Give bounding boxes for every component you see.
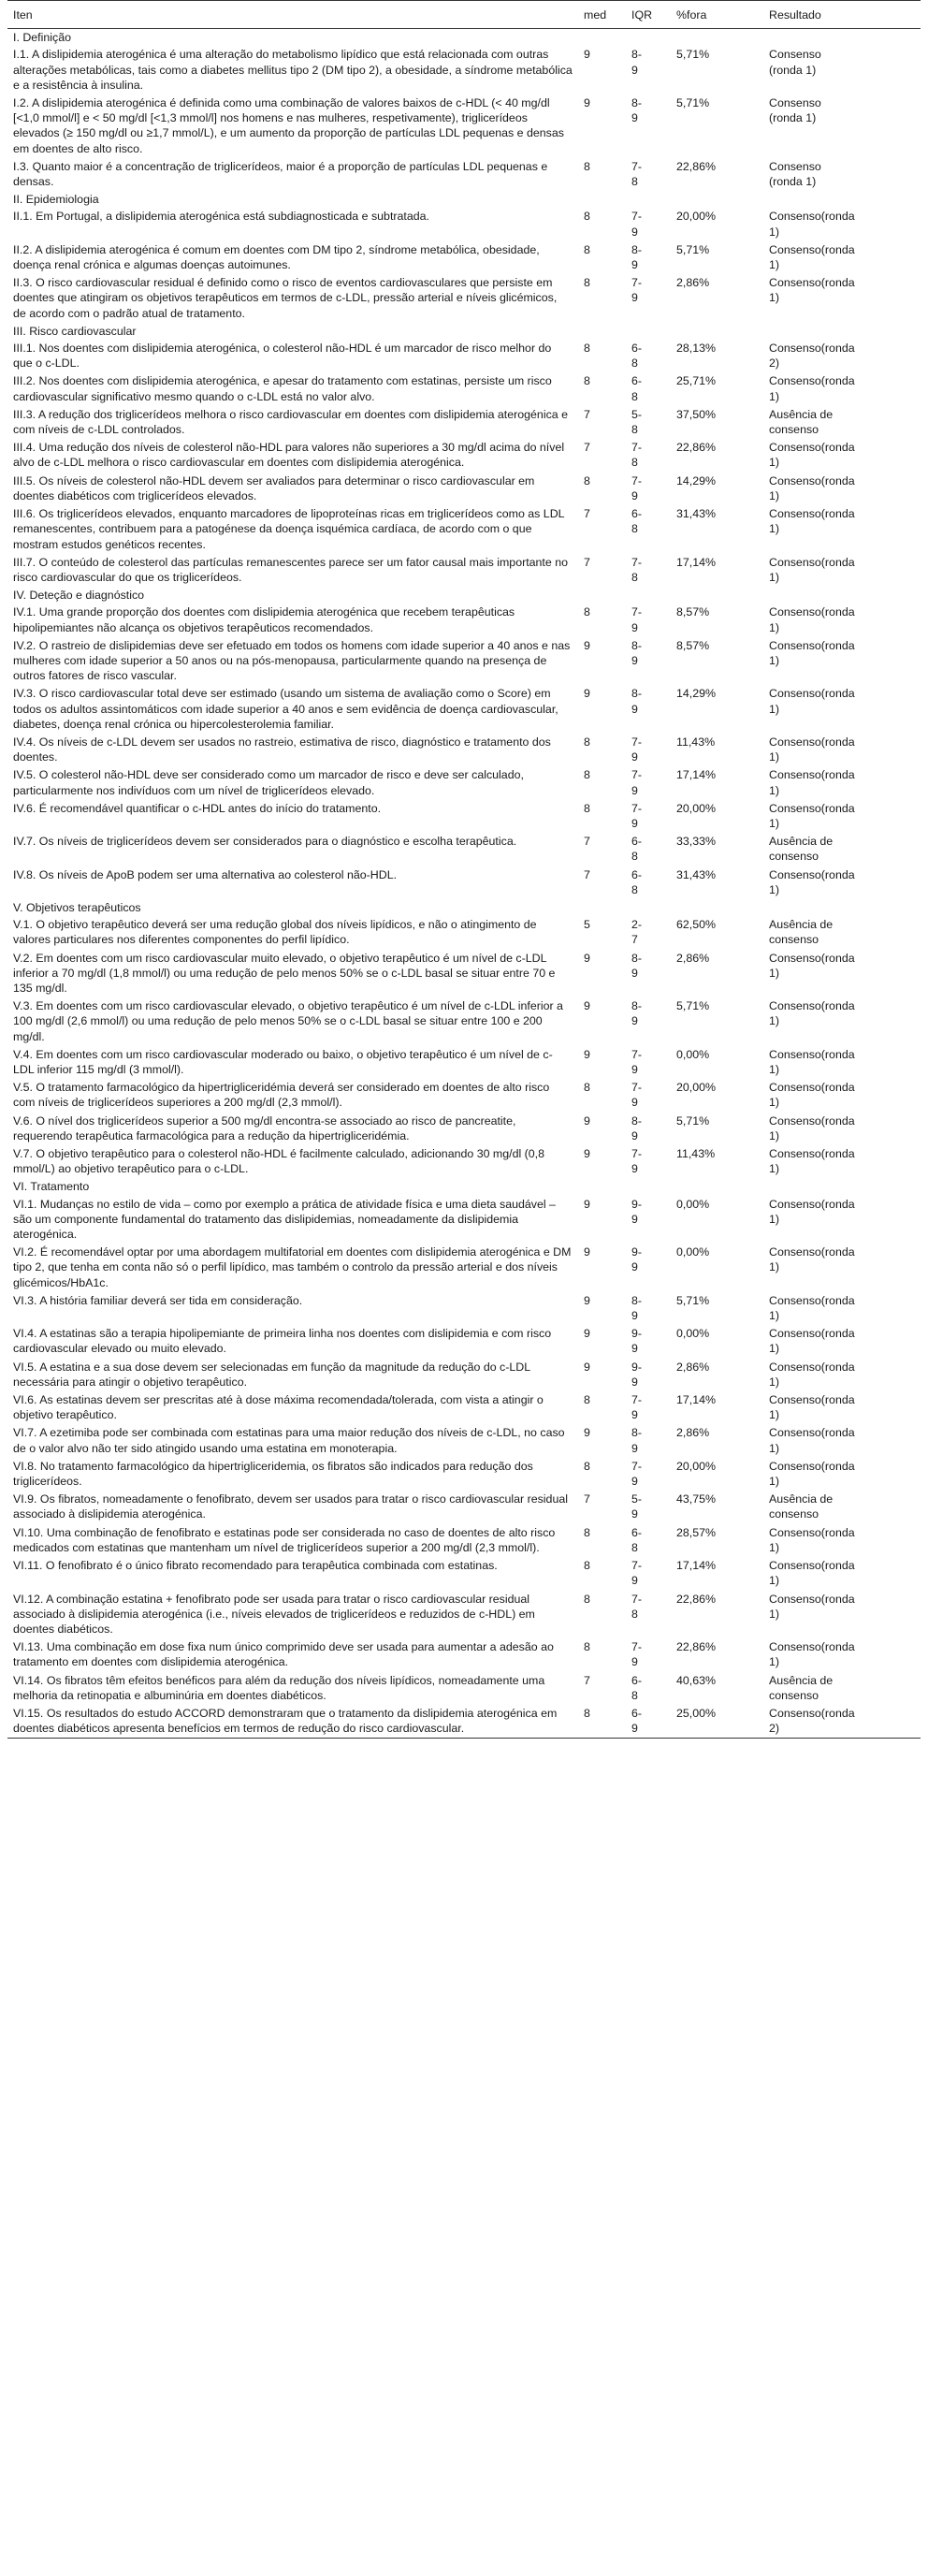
result-value: Consenso(ronda 1) (769, 1459, 855, 1489)
table-row (7, 1458, 921, 1491)
percent-outside-value: 0,00% (676, 1047, 710, 1061)
median-value: 8 (584, 1081, 590, 1095)
percent-outside-value: 31,43% (676, 507, 717, 521)
result-value: Consenso(ronda 1) (769, 687, 855, 716)
median-value: 5 (584, 918, 590, 932)
percent-outside-value: 2,86% (676, 1360, 710, 1374)
result-value: Ausência de consenso (769, 918, 834, 947)
median-value: 7 (584, 1492, 590, 1506)
median-value: 9 (584, 638, 590, 652)
iqr-value: 5- 9 (631, 1492, 643, 1521)
result-value: Consenso(ronda 1) (769, 735, 855, 764)
result-value: Consenso(ronda 1) (769, 473, 855, 502)
percent-outside-value: 5,71% (676, 96, 710, 110)
iqr-value: 7- 9 (631, 210, 643, 239)
iqr-value: 5- 8 (631, 407, 643, 437)
percent-outside-value: 28,57% (676, 1525, 717, 1539)
iqr-value: 7- 9 (631, 473, 643, 502)
iqr-value: 8- 9 (631, 1293, 643, 1323)
result-value: Consenso(ronda 1) (769, 768, 855, 797)
iqr-value: 6- 8 (631, 1673, 643, 1702)
item-text: IV.7. Os níveis de triglicerídeos devem ser considerados para o diagnóstico e escolha terapêutica. (13, 835, 517, 849)
item-text: V.6. O nível dos triglicerídeos superior a 500 mg/dl encontra-se associado ao risco de pancreatite, requerendo terapêutica farmacológica para a redução da hipertrigliceridémia. (13, 1113, 516, 1142)
table-row (7, 1079, 921, 1112)
section-title: II. Epidemiologia (13, 193, 99, 207)
table-body (7, 29, 921, 1739)
median-value: 7 (584, 835, 590, 849)
median-value: 8 (584, 1706, 590, 1720)
iqr-value: 2- 7 (631, 918, 643, 947)
section-title: VI. Tratamento (13, 1180, 90, 1194)
percent-outside-value: 0,00% (676, 1197, 710, 1211)
iqr-value: 7- 9 (631, 1047, 643, 1076)
percent-outside-value: 5,71% (676, 999, 710, 1013)
result-value: Consenso(ronda 1) (769, 867, 855, 896)
item-text: VI.4. A estatinas são a terapia hipolipemiante de primeira linha nos doentes com dislipidemia e com risco cardiovascular elevado ou muito elevado. (13, 1327, 552, 1356)
iqr-value: 8- 9 (631, 48, 643, 77)
percent-outside-value: 28,13% (676, 342, 717, 356)
table-row (7, 916, 921, 949)
percent-outside-value: 17,14% (676, 555, 717, 569)
table-row (7, 340, 921, 372)
iqr-value: 6- 8 (631, 867, 643, 896)
result-value: Consenso(ronda 1) (769, 1293, 855, 1323)
median-value: 8 (584, 605, 590, 619)
percent-outside-value: 22,86% (676, 1640, 717, 1654)
median-value: 9 (584, 1047, 590, 1061)
item-text: VI.15. Os resultados do estudo ACCORD demonstraram que o tratamento da dislipidemia aterogénica em doentes diabéticos apresenta benefícios em termos de redução do risco cardiovascular. (13, 1706, 558, 1736)
median-value: 8 (584, 210, 590, 224)
table-row (7, 208, 921, 240)
iqr-value: 7- 9 (631, 1559, 643, 1588)
percent-outside-value: 22,86% (676, 1592, 717, 1606)
item-text: VI.2. É recomendável optar por uma abordagem multifatorial em doentes com dislipidemia aterogénica e DM tipo 2, que tenha em conta não só o perfil lipídico, mas também o controlo da pressão arterial e dos níveis glicémicos/HbA1c. (13, 1245, 572, 1289)
table-row (7, 473, 921, 505)
percent-outside-value: 14,29% (676, 687, 717, 701)
median-value: 8 (584, 242, 590, 256)
section-row (7, 899, 921, 916)
percent-outside-value: 22,86% (676, 159, 717, 173)
iqr-value: 7- 9 (631, 1393, 643, 1422)
iqr-value: 8- 9 (631, 687, 643, 716)
percent-outside-value: 5,71% (676, 242, 710, 256)
item-text: IV.2. O rastreio de dislipidemias deve ser efetuado em todos os homens com idade superior a 40 anos e nas mulheres com idade superior a 50 anos ou na pós-menopausa, particularmente quando na presença de outros fatores de risco vascular. (13, 638, 571, 683)
result-value: Consenso(ronda 1) (769, 1197, 855, 1226)
median-value: 9 (584, 951, 590, 965)
item-text: V.5. O tratamento farmacológico da hipertrigliceridémia deverá ser considerado em doentes de alto risco com níveis de triglicerídeos superiores a 200 mg/dl (2,3 mmol/l). (13, 1081, 550, 1110)
result-value: Consenso(ronda 1) (769, 1245, 855, 1274)
item-text: V.2. Em doentes com um risco cardiovascular muito elevado, o objetivo terapêutico é um nível de c-LDL inferior a 70 mg/dl (1,8 mmol/l) ou uma redução de pelo menos 50% se o c-LDL basal se situar entre 70 e 135 mg/dl. (13, 951, 556, 995)
result-value: Consenso(ronda 1) (769, 1393, 855, 1422)
table-row (7, 1557, 921, 1590)
median-value: 8 (584, 1525, 590, 1539)
median-value: 8 (584, 374, 590, 388)
item-text: V.3. Em doentes com um risco cardiovascular elevado, o objetivo terapêutico é um nível de c-LDL inferior a 100 mg/dl (2,6 mmol/l) ou uma redução de pelo menos 50% se o c-LDL basal se situar entre 100 e 200 mg/dl. (13, 999, 563, 1043)
percent-outside-value: 0,00% (676, 1245, 710, 1259)
result-value: Consenso (ronda 1) (769, 48, 821, 77)
median-value: 9 (584, 999, 590, 1013)
median-value: 8 (584, 801, 590, 815)
median-value: 7 (584, 407, 590, 421)
header-item: Iten (7, 1, 578, 29)
iqr-value: 9- 9 (631, 1327, 643, 1356)
table-row (7, 505, 921, 554)
result-value: Consenso(ronda 1) (769, 801, 855, 830)
item-text: V.4. Em doentes com um risco cardiovascular moderado ou baixo, o objetivo terapêutico é um nível de c-LDL inferior 115 mg/dl (3 mmol/l). (13, 1047, 553, 1076)
table-row (7, 637, 921, 686)
percent-outside-value: 22,86% (676, 441, 717, 455)
iqr-value: 9- 9 (631, 1360, 643, 1389)
result-value: Consenso(ronda 1) (769, 1426, 855, 1455)
iqr-value: 7- 8 (631, 1592, 643, 1621)
item-text: VI.9. Os fibratos, nomeadamente o fenofibrato, devem ser usados para tratar o risco cardiovascular residual associado à dislipidemia aterogénica. (13, 1492, 568, 1521)
table-row (7, 439, 921, 472)
table-row (7, 1524, 921, 1557)
iqr-value: 8- 9 (631, 1113, 643, 1142)
percent-outside-value: 20,00% (676, 801, 717, 815)
table-row (7, 95, 921, 158)
iqr-value: 6- 9 (631, 1706, 643, 1736)
median-value: 9 (584, 96, 590, 110)
item-text: VI.1. Mudanças no estilo de vida – como por exemplo a prática de atividade física e uma dieta saudável – são um componente fundamental do tratamento das dislipidemias, nomeadamente da dislipidemia aterogénica. (13, 1197, 556, 1242)
percent-outside-value: 8,57% (676, 638, 710, 652)
median-value: 9 (584, 687, 590, 701)
table-row (7, 833, 921, 866)
table-row (7, 158, 921, 191)
section-row (7, 1178, 921, 1195)
iqr-value: 7- 9 (631, 801, 643, 830)
result-value: Consenso(ronda 1) (769, 242, 855, 272)
section-row (7, 587, 921, 604)
iqr-value: 6- 8 (631, 507, 643, 536)
result-value: Consenso(ronda 1) (769, 210, 855, 239)
percent-outside-value: 25,71% (676, 374, 717, 388)
percent-outside-value: 0,00% (676, 1327, 710, 1341)
percent-outside-value: 8,57% (676, 605, 710, 619)
table-row (7, 1638, 921, 1671)
iqr-value: 8- 9 (631, 951, 643, 980)
section-title: III. Risco cardiovascular (13, 324, 137, 338)
item-text: VI.13. Uma combinação em dose fixa num único comprimido deve ser usada para aumentar a adesão ao tratamento em doentes com dislipidemia aterogénica. (13, 1640, 554, 1669)
item-text: IV.8. Os níveis de ApoB podem ser uma alternativa ao colesterol não-HDL. (13, 867, 398, 881)
result-value: Ausência de consenso (769, 1492, 834, 1521)
item-text: VI.6. As estatinas devem ser prescritas até à dose máxima recomendada/tolerada, com vista a atingir o objetivo terapêutico. (13, 1393, 544, 1422)
median-value: 7 (584, 507, 590, 521)
header-med: med (578, 1, 626, 29)
table-row (7, 800, 921, 833)
table-row (7, 997, 921, 1046)
percent-outside-value: 33,33% (676, 835, 717, 849)
iqr-value: 9- 9 (631, 1197, 643, 1226)
percent-outside-value: 2,86% (676, 1426, 710, 1440)
percent-outside-value: 11,43% (676, 1147, 716, 1161)
result-value: Consenso(ronda 1) (769, 374, 855, 403)
median-value: 9 (584, 1245, 590, 1259)
percent-outside-value: 20,00% (676, 210, 717, 224)
section-title: V. Objetivos terapêuticos (13, 900, 141, 914)
median-value: 9 (584, 1147, 590, 1161)
header-iqr: IQR (626, 1, 671, 29)
table-row (7, 734, 921, 766)
table-row (7, 1491, 921, 1523)
median-value: 9 (584, 1426, 590, 1440)
section-row (7, 323, 921, 340)
result-value: Consenso(ronda 1) (769, 605, 855, 634)
iqr-value: 7- 9 (631, 276, 643, 305)
table-row (7, 1672, 921, 1705)
percent-outside-value: 31,43% (676, 867, 717, 881)
item-text: VI.11. O fenofibrato é o único fibrato recomendado para terapêutica combinada com estatinas. (13, 1559, 498, 1573)
result-value: Consenso(ronda 1) (769, 1559, 855, 1588)
item-text: III.2. Nos doentes com dislipidemia aterogénica, e apesar do tratamento com estatinas, persiste um risco cardiovascular significativo mesmo quando o c-LDL está no valor alvo. (13, 374, 552, 403)
item-text: III.7. O conteúdo de colesterol das partículas remanescentes parece ser um fator causal mais importante no risco cardiovascular do que os triglicerídeos. (13, 555, 568, 584)
result-value: Consenso(ronda 2) (769, 1706, 855, 1736)
iqr-value: 8- 9 (631, 96, 643, 125)
table-header (7, 1, 921, 29)
item-text: VI.10. Uma combinação de fenofibrato e estatinas pode ser considerada no caso de doentes de alto risco medicados com estatinas que mantenham um nível de triglicerídeos superior a 200 mg/dl (2,3 mmol/l). (13, 1525, 556, 1554)
result-value: Ausência de consenso (769, 835, 834, 864)
item-text: I.3. Quanto maior é a concentração de triglicerídeos, maior é a proporção de partículas LDL pequenas e densas. (13, 159, 548, 189)
item-text: V.7. O objetivo terapêutico para o colesterol não-HDL é facilmente calculado, adicionando 30 mg/dl (0,8 mmol/L) ao objetivo terapêutico para o c-LDL. (13, 1147, 545, 1176)
result-value: Consenso(ronda 1) (769, 951, 855, 980)
median-value: 8 (584, 1592, 590, 1606)
item-text: I.1. A dislipidemia aterogénica é uma alteração do metabolismo lipídico que está relacionada com outras alterações metabólicas, tais como a diabetes mellitus tipo 2 (DM tipo 2), a obesidade, a síndrome metabólica e a resistência à insulina. (13, 48, 573, 92)
item-text: VI.5. A estatina e a sua dose devem ser selecionadas em função da magnitude da redução do c-LDL necessária para atingir o objetivo terapêutico. (13, 1360, 530, 1389)
item-text: VI.7. A ezetimiba pode ser combinada com estatinas para uma maior redução dos níveis de c-LDL, no caso de o valor alvo não ter sido atingido usando uma estatina em monoterapia. (13, 1426, 565, 1455)
result-value: Consenso(ronda 1) (769, 441, 855, 470)
table-row (7, 1292, 921, 1325)
iqr-value: 7- 8 (631, 555, 643, 584)
iqr-value: 7- 8 (631, 159, 643, 189)
item-text: IV.3. O risco cardiovascular total deve ser estimado (usando um sistema de avaliação como o Score) em todos os adultos assintomáticos com idade superior a 40 anos e sem evidência de doença cardiovascular, diabetes, doença renal crónica ou hipercolesterolemia familiar. (13, 687, 558, 731)
percent-outside-value: 40,63% (676, 1673, 717, 1687)
item-text: VI.12. A combinação estatina + fenofibrato pode ser usada para tratar o risco cardiovascular residual associado à dislipidemia aterogénica (i.e., níveis elevados de triglicerídeos e reduzidos de c-HDL) em doentes diabéticos. (13, 1592, 535, 1636)
iqr-value: 7- 9 (631, 735, 643, 764)
percent-outside-value: 5,71% (676, 1293, 710, 1307)
table-row (7, 1391, 921, 1424)
item-text: IV.1. Uma grande proporção dos doentes com dislipidemia aterogénica que recebem terapêuticas hipolipemiantes não alcança os objetivos terapêuticos recomendados. (13, 605, 515, 634)
header-row (7, 1, 921, 29)
median-value: 8 (584, 1640, 590, 1654)
percent-outside-value: 43,75% (676, 1492, 717, 1506)
iqr-value: 7- 9 (631, 768, 643, 797)
result-value: Consenso (ronda 1) (769, 96, 821, 125)
median-value: 8 (584, 473, 590, 488)
iqr-value: 7- 9 (631, 1081, 643, 1110)
table-row (7, 604, 921, 636)
item-text: II.2. A dislipidemia aterogénica é comum em doentes com DM tipo 2, síndrome metabólica, obesidade, doença renal crónica e algumas doenças autoimunes. (13, 242, 540, 272)
table-row (7, 685, 921, 734)
item-text: III.3. A redução dos triglicerídeos melhora o risco cardiovascular em doentes com dislipidemia aterogénica e com níveis de c-LDL controlados. (13, 407, 568, 437)
table-row (7, 274, 921, 323)
percent-outside-value: 20,00% (676, 1081, 717, 1095)
iqr-value: 8- 9 (631, 1426, 643, 1455)
median-value: 9 (584, 1113, 590, 1128)
percent-outside-value: 2,86% (676, 276, 710, 290)
median-value: 9 (584, 1327, 590, 1341)
result-value: Consenso (ronda 1) (769, 159, 821, 189)
percent-outside-value: 5,71% (676, 48, 710, 62)
percent-outside-value: 25,00% (676, 1706, 717, 1720)
result-value: Consenso(ronda 1) (769, 999, 855, 1028)
table-row (7, 1196, 921, 1244)
median-value: 8 (584, 1559, 590, 1573)
item-text: III.5. Os níveis de colesterol não-HDL devem ser avaliados para determinar o risco cardiovascular em doentes diabéticos com triglicerídeos elevados. (13, 473, 535, 502)
result-value: Consenso(ronda 1) (769, 1147, 855, 1176)
item-text: II.1. Em Portugal, a dislipidemia aterogénica está subdiagnosticada e subtratada. (13, 210, 429, 224)
iqr-value: 6- 8 (631, 374, 643, 403)
iqr-value: 6- 8 (631, 1525, 643, 1554)
median-value: 8 (584, 342, 590, 356)
iqr-value: 6- 8 (631, 835, 643, 864)
iqr-value: 8- 9 (631, 638, 643, 667)
median-value: 8 (584, 1459, 590, 1473)
table-row (7, 1113, 921, 1145)
median-value: 8 (584, 159, 590, 173)
table-row (7, 766, 921, 799)
percent-outside-value: 2,86% (676, 951, 710, 965)
percent-outside-value: 20,00% (676, 1459, 717, 1473)
median-value: 7 (584, 867, 590, 881)
header-resultado: Resultado (763, 1, 921, 29)
median-value: 9 (584, 1293, 590, 1307)
median-value: 7 (584, 1673, 590, 1687)
percent-outside-value: 17,14% (676, 768, 717, 782)
section-row (7, 191, 921, 208)
iqr-value: 9- 9 (631, 1245, 643, 1274)
result-value: Consenso(ronda 1) (769, 276, 855, 305)
table-row (7, 866, 921, 899)
result-value: Consenso(ronda 1) (769, 1113, 855, 1142)
section-title: IV. Deteção e diagnóstico (13, 589, 145, 603)
percent-outside-value: 14,29% (676, 473, 717, 488)
median-value: 8 (584, 768, 590, 782)
median-value: 8 (584, 735, 590, 749)
iqr-value: 7- 9 (631, 1147, 643, 1176)
table-row (7, 372, 921, 405)
item-text: VI.14. Os fibratos têm efeitos benéficos para além da redução dos níveis lipídicos, nomeadamente uma melhoria da retinopatia e albuminúria em doentes diabéticos. (13, 1673, 545, 1702)
table-row (7, 950, 921, 998)
item-text: IV.4. Os níveis de c-LDL devem ser usados no rastreio, estimativa de risco, diagnóstico e tratamento dos doentes. (13, 735, 551, 764)
result-value: Consenso(ronda 1) (769, 1327, 855, 1356)
table-row (7, 1325, 921, 1358)
iqr-value: 7- 9 (631, 605, 643, 634)
iqr-value: 7- 9 (631, 1459, 643, 1489)
item-text: V.1. O objetivo terapêutico deverá ser uma redução global dos níveis lipídicos, e não o atingimento de valores particulares nos diferentes componentes do perfil lipídico. (13, 918, 537, 947)
table-row (7, 1359, 921, 1391)
item-text: III.4. Uma redução dos níveis de colesterol não-HDL para valores não superiores a 30 mg/dl acima do nível alvo de c-LDL melhora o risco cardiovascular em doentes com dislipidemia aterogénica. (13, 441, 565, 470)
section-title: I. Definição (13, 31, 71, 45)
percent-outside-value: 17,14% (676, 1393, 717, 1407)
item-text: III.1. Nos doentes com dislipidemia aterogénica, o colesterol não-HDL é um marcador de risco melhor do que o c-LDL. (13, 342, 552, 371)
item-text: IV.5. O colesterol não-HDL deve ser considerado como um marcador de risco e deve ser calculado, particularmente nos indivíduos com um nível de triglicerídeos elevado. (13, 768, 524, 797)
consensus-table (7, 0, 921, 1739)
result-value: Consenso(ronda 1) (769, 638, 855, 667)
result-value: Consenso(ronda 2) (769, 342, 855, 371)
table-row (7, 1145, 921, 1178)
result-value: Consenso(ronda 1) (769, 1047, 855, 1076)
result-value: Consenso(ronda 1) (769, 1360, 855, 1389)
item-text: II.3. O risco cardiovascular residual é definido como o risco de eventos cardiovasculares que persiste em doentes que atingiram os objetivos terapêuticos em termos de c-LDL, pressão arterial e níveis glicémicos, de acordo com o padrão atual de tratamento. (13, 276, 558, 320)
iqr-value: 6- 8 (631, 342, 643, 371)
table-row (7, 1705, 921, 1739)
iqr-value: 7- 9 (631, 1640, 643, 1669)
item-text: IV.6. É recomendável quantificar o c-HDL antes do início do tratamento. (13, 801, 382, 815)
item-text: I.2. A dislipidemia aterogénica é definida como uma combinação de valores baixos de c-HDL (< 40 mg/dl [<1,0 mmol/l] e < 50 mg/dl [<1,3 mmol/l] nos homens e nas mulheres, respetivamente), triglicerídeos elevados (≥ 150 mg/dl ou ≥1,7 mmol/L), e um aumento da proporção de partículas LDL pequenas e densas em doentes de alto risco. (13, 96, 564, 155)
percent-outside-value: 37,50% (676, 407, 717, 421)
header-fora: %fora (671, 1, 763, 29)
result-value: Consenso(ronda 1) (769, 1525, 855, 1554)
median-value: 7 (584, 555, 590, 569)
item-text: VI.3. A história familiar deverá ser tida em consideração. (13, 1293, 303, 1307)
table-row (7, 406, 921, 439)
iqr-value: 7- 8 (631, 441, 643, 470)
result-value: Consenso(ronda 1) (769, 1592, 855, 1621)
table-row (7, 1244, 921, 1292)
percent-outside-value: 62,50% (676, 918, 717, 932)
item-text: VI.8. No tratamento farmacológico da hipertrigliceridemia, os fibratos são indicados para redução dos triglicerídeos. (13, 1459, 533, 1489)
result-value: Consenso(ronda 1) (769, 1640, 855, 1669)
result-value: Consenso(ronda 1) (769, 507, 855, 536)
result-value: Ausência de consenso (769, 1673, 834, 1702)
median-value: 9 (584, 1360, 590, 1374)
section-row (7, 29, 921, 47)
table-row (7, 1046, 921, 1079)
iqr-value: 8- 9 (631, 242, 643, 272)
median-value: 7 (584, 441, 590, 455)
iqr-value: 8- 9 (631, 999, 643, 1028)
percent-outside-value: 11,43% (676, 735, 716, 749)
result-value: Consenso(ronda 1) (769, 1081, 855, 1110)
table-row (7, 241, 921, 274)
percent-outside-value: 5,71% (676, 1113, 710, 1128)
median-value: 8 (584, 276, 590, 290)
table-row (7, 554, 921, 587)
table-row (7, 1591, 921, 1639)
table-row (7, 46, 921, 95)
result-value: Consenso(ronda 1) (769, 555, 855, 584)
median-value: 9 (584, 48, 590, 62)
median-value: 9 (584, 1197, 590, 1211)
median-value: 8 (584, 1393, 590, 1407)
table-row (7, 1424, 921, 1457)
percent-outside-value: 17,14% (676, 1559, 717, 1573)
result-value: Ausência de consenso (769, 407, 834, 437)
item-text: III.6. Os triglicerídeos elevados, enquanto marcadores de lipoproteínas ricas em triglicerídeos como as LDL remanescentes, contribuem para a patogénese da doença isquémica cardíaca, de acordo com o que mostram estudos genéticos recentes. (13, 507, 565, 551)
